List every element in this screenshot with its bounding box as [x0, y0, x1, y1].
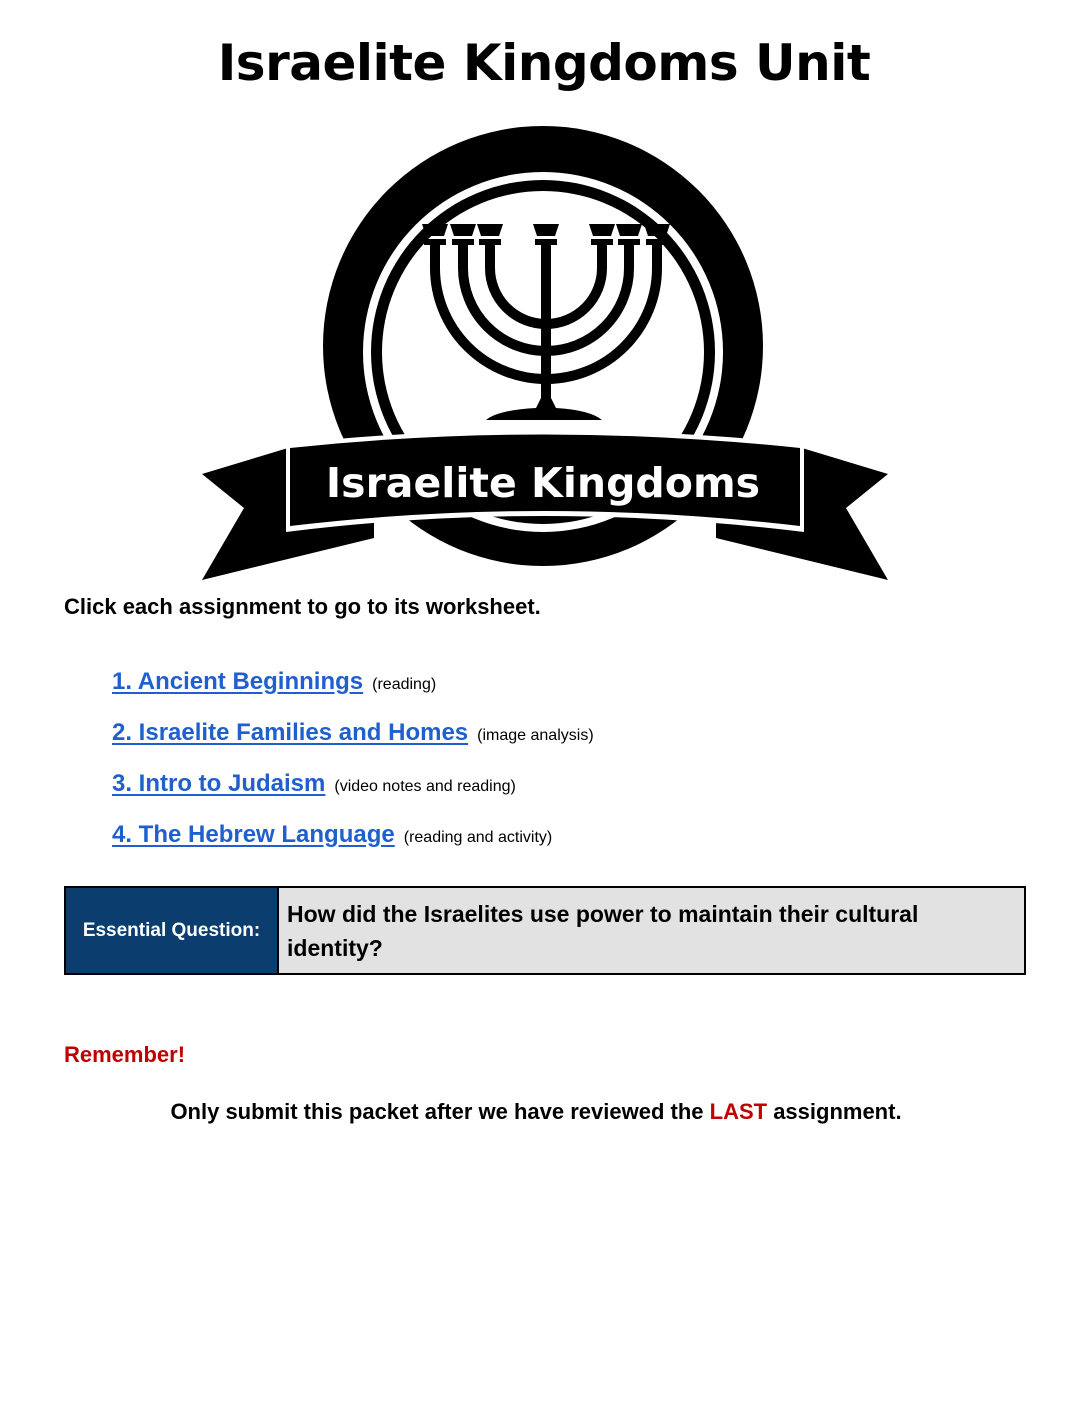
list-item [112, 809, 594, 860]
assignment-list [112, 656, 594, 860]
assignment-type-1: (reading) [372, 675, 437, 693]
assignment-type-4: (reading and activity) [403, 828, 553, 846]
essential-question-label: Essential Question: [65, 887, 278, 974]
assignment-link-4[interactable]: 4. The Hebrew Language [112, 820, 395, 848]
israelite-kingdoms-logo [198, 118, 892, 586]
essential-question-table [64, 886, 1026, 975]
assignment-link-1[interactable]: 1. Ancient Beginnings [112, 667, 364, 695]
essential-question-text: How did the Israelites use power to maintain their cultural identity? [278, 887, 1025, 974]
submit-note-emphasis: LAST [709, 1099, 768, 1124]
list-item [112, 758, 594, 809]
table-row [65, 887, 1025, 974]
assignment-link-2[interactable]: 2. Israelite Families and Homes [112, 718, 469, 746]
instructions-text: Click each assignment to go to its worksheet. [64, 594, 541, 619]
logo-banner-text: Israelite Kingdoms [325, 459, 761, 507]
submit-note-before: Only submit this packet after we have reviewed the [170, 1099, 710, 1124]
page-title: Israelite Kingdoms Unit [217, 34, 871, 92]
logo-graphic [198, 118, 892, 586]
remember-heading: Remember! [64, 1042, 186, 1067]
submit-note [0, 1095, 1072, 1129]
submit-note-after: assignment. [767, 1099, 902, 1124]
list-item [112, 707, 594, 758]
assignment-link-3[interactable]: 3. Intro to Judaism [112, 769, 326, 797]
list-item [112, 656, 594, 707]
assignment-type-2: (image analysis) [477, 726, 594, 744]
assignment-type-3: (video notes and reading) [334, 777, 516, 795]
